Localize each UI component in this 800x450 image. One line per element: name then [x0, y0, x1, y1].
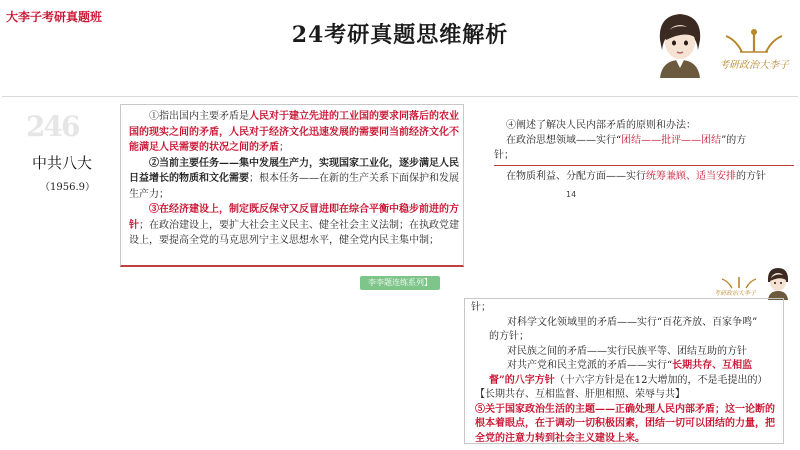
point-1-highlight: 人民对于建立先进的工业国的要求同落后的农业国的现实之间的矛盾，人民对于经济文化迅速发展的需要同当前经济文化不能满足人民需要的状况之间的矛盾 [129, 111, 459, 153]
line-eight-char [471, 374, 777, 389]
line-eight-char-highlight: 督”的八字方针 [489, 374, 555, 386]
principle-intro: ④阐述了解决人民内部矛盾的原则和办法： [506, 120, 696, 131]
line-eight-char-note: （十六字方针是在12大增加的，不是毛提出的） [554, 374, 768, 386]
series-badge: 李李题连练系列】 [360, 276, 440, 290]
doc-excerpt-principles [494, 118, 794, 184]
principle-material-suffix: 的方针 [736, 171, 766, 182]
line-ethnic: 对民族之间的矛盾——实行民族平等、团结互助的方针 [507, 345, 747, 357]
red-rule [494, 165, 794, 166]
principle-political-end: 针； [494, 150, 514, 161]
principle-material [494, 169, 794, 184]
line-science-end: 的方针； [489, 331, 529, 342]
point-2 [129, 156, 459, 203]
principle-material-prefix: 在物质利益、分配方面——实行 [506, 171, 646, 182]
principle-political-highlight: 团结——批评——团结 [621, 135, 722, 146]
brand-label: 大李子考研真题班 [6, 10, 103, 24]
doc-excerpt-main [120, 104, 464, 267]
small-logo [714, 274, 764, 297]
brand-logo [712, 26, 796, 72]
principle-material-highlight: 统筹兼顾、适当安排 [646, 171, 736, 182]
point-5: ⑤关于国家政治生活的主题——正确处理人民内部矛盾；这一论断的根本着眼点，在于调动一切积极因素，团结一切可以团结的力量，把全党的注意力转到社会主义建设上来。 [475, 403, 775, 444]
line-parties-highlight: 长期共存、互相监 [672, 360, 753, 371]
avatar [652, 10, 708, 78]
point-1-suffix: ； [279, 142, 289, 153]
point-3 [129, 202, 459, 249]
page-title: 24考研真题思维解析 [291, 22, 509, 48]
point-2-rest: ；根本任务——在新的生产关系下面保护和发展生产力； [129, 173, 459, 200]
principle-political [494, 133, 794, 148]
era-panel [22, 110, 118, 250]
era-title: 中共八大 [32, 154, 93, 172]
line-1: 针； [471, 302, 491, 313]
line-science: 对科学文化领域里的矛盾——实行“百花齐放、百家争鸣” [507, 316, 758, 328]
small-avatar [764, 266, 792, 300]
point-1 [129, 109, 459, 156]
point-1-prefix: ①指出国内主要矛盾是 [149, 111, 249, 122]
doc-excerpt-contradictions [464, 298, 784, 444]
line-parties-prefix: 对共产党和民主党派的矛盾——实行“ [507, 360, 673, 371]
point-2-bold: ②当前主要任务——集中发展生产力，实现国家工业化，逐步满足人民日益增长的物质和文化需要 [129, 157, 459, 184]
principle-political-prefix: 在政治思想领域——实行“ [506, 135, 622, 146]
point-3-rest: ；在政治建设上，要扩大社会主义民主、健全社会主义法制；在执政党建设上，要提高全党的马克思列宁主义思想水平，健全党内民主集中制； [129, 219, 459, 246]
small-logo-text: 考研政治大李子 [714, 290, 757, 297]
line-parties [471, 359, 777, 374]
divider [2, 96, 798, 97]
logo-text: 考研政治大李子 [719, 60, 789, 71]
principle-political-suffix: ”的方 [721, 135, 747, 146]
line-sixteen-char: 【长期共存、互相监督、肝胆相照、荣辱与共】 [475, 389, 685, 400]
era-year: （1956.9） [40, 182, 95, 193]
point-3-highlight: ③在经济建设上，制定既反保守又反冒进即在综合平衡中稳步前进的方针 [129, 204, 459, 231]
page-number: 14 [566, 190, 577, 199]
watermark: 246 [26, 110, 79, 143]
